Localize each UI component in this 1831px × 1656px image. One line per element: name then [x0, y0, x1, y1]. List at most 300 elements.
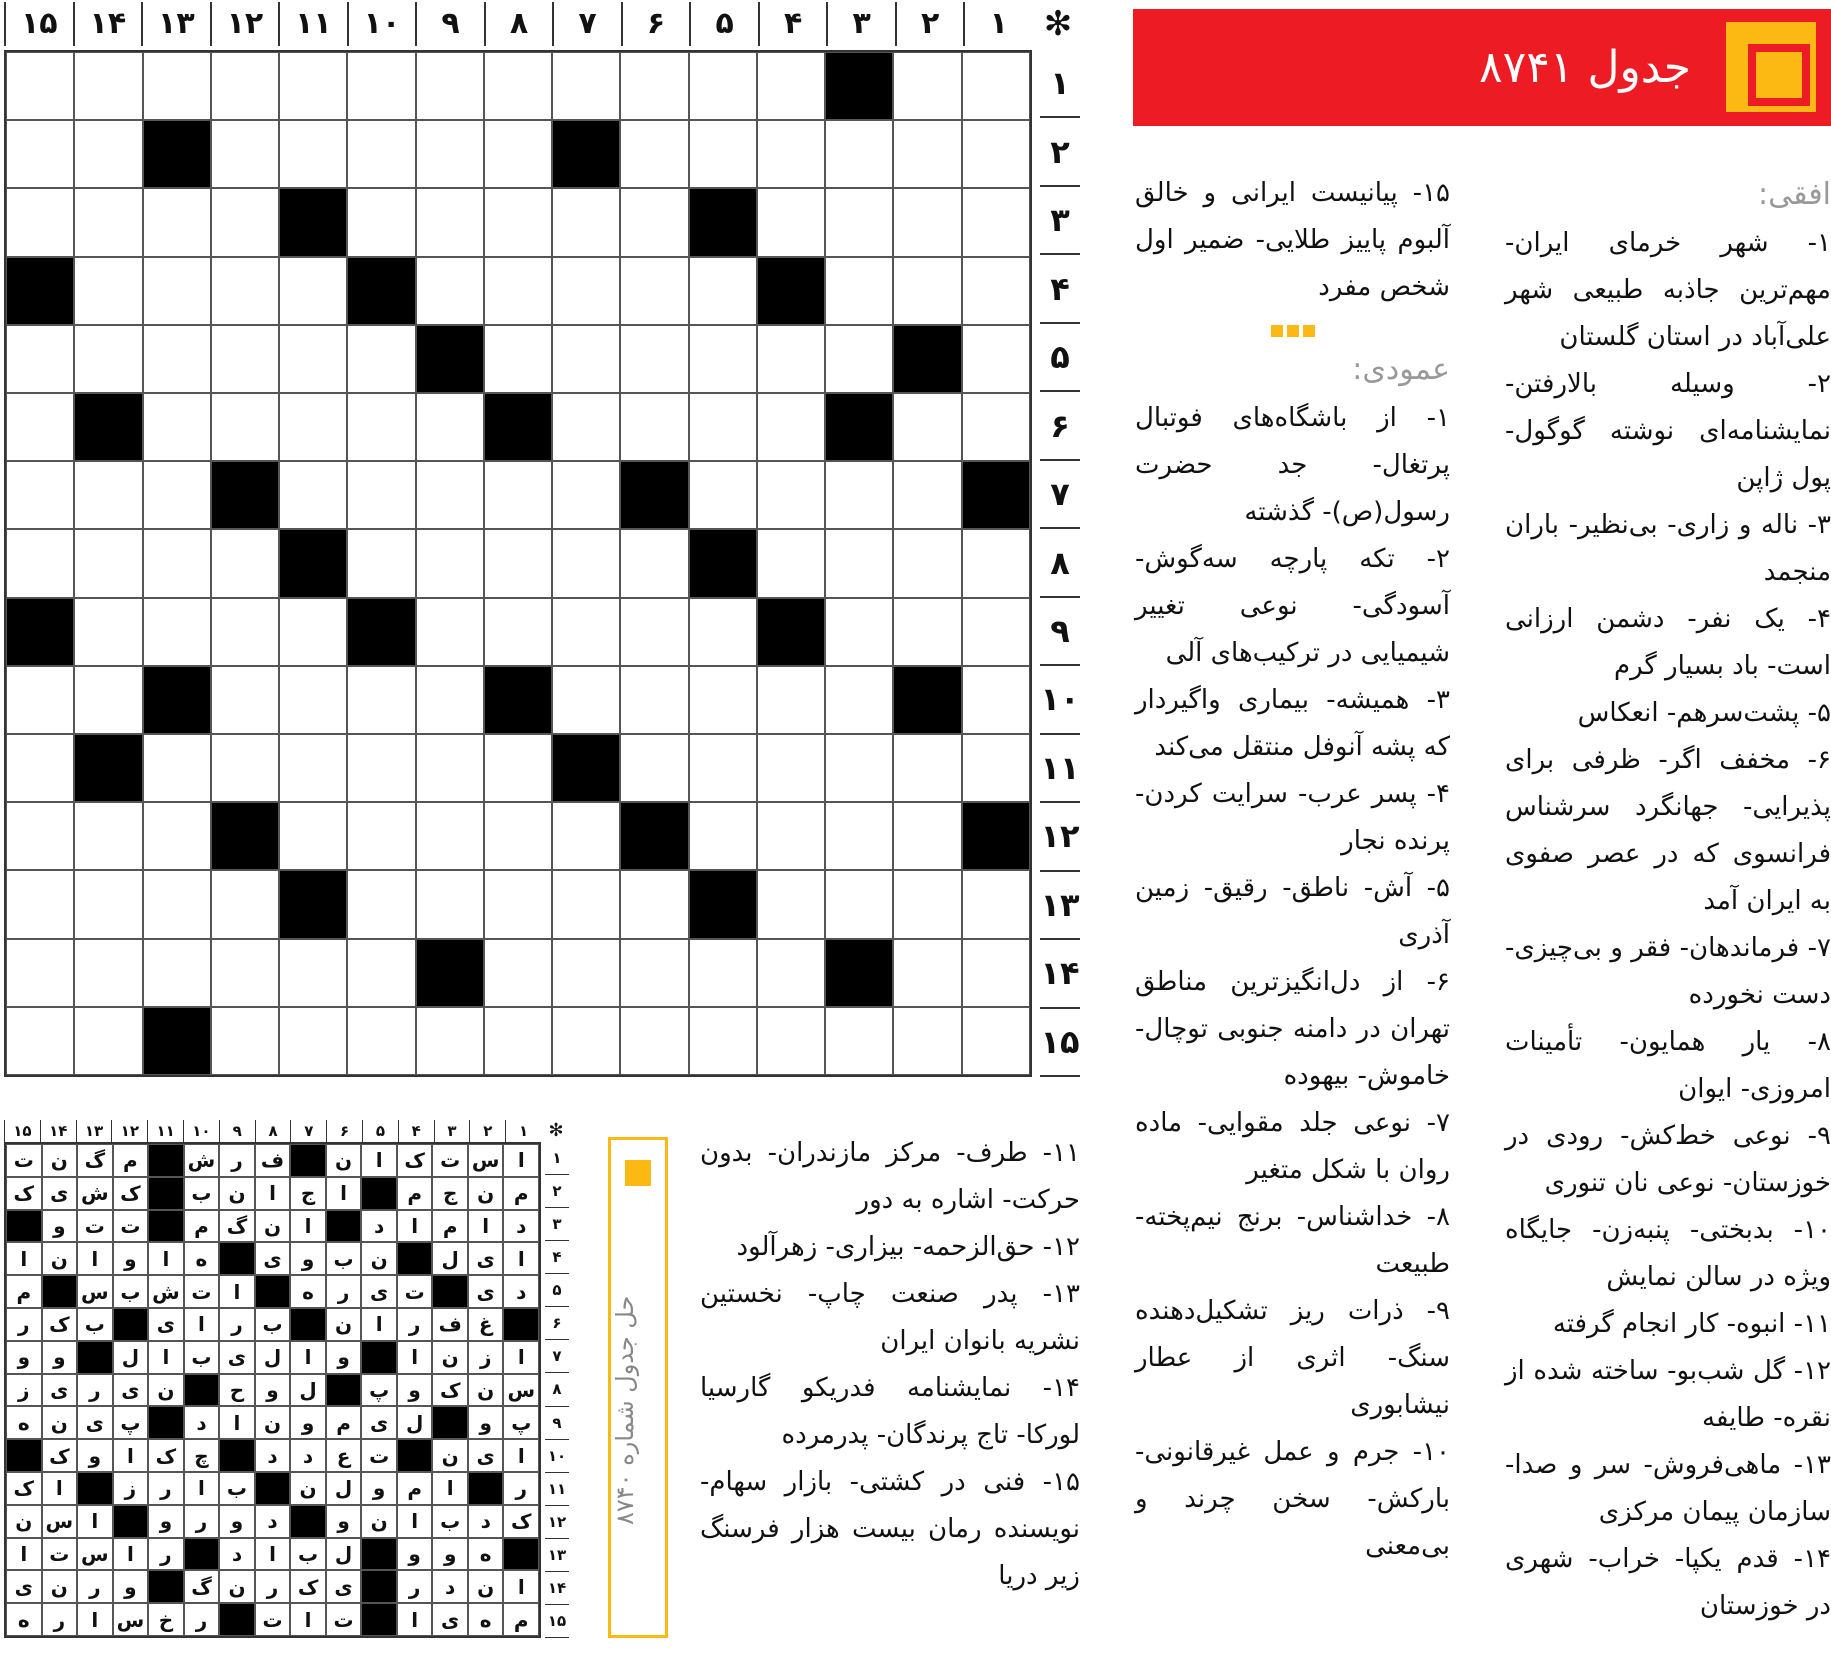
solution-cell: ی — [255, 1242, 291, 1275]
solution-cell: ر — [255, 1570, 291, 1603]
grid-cell[interactable] — [416, 188, 484, 256]
solution-row-number: ۱۲ — [545, 1506, 569, 1539]
row-number: ۳ — [1040, 187, 1080, 255]
vertical-clue: ۲- تکه پارچه سه‌گوش- آسودگی- نوعی تغییر شیمیایی در ترکیب‌های آلی — [1135, 544, 1450, 668]
grid-cell[interactable] — [689, 52, 757, 120]
row-number: ۱۵ — [1040, 1009, 1080, 1077]
grid-cell[interactable] — [484, 802, 552, 870]
grid-cell[interactable] — [143, 598, 211, 666]
grid-cell[interactable] — [825, 802, 893, 870]
grid-cell[interactable] — [757, 802, 825, 870]
grid-cell[interactable] — [825, 1007, 893, 1075]
solution-cell: ی — [468, 1439, 504, 1472]
grid-cell[interactable] — [416, 598, 484, 666]
solution-cell: و — [397, 1374, 433, 1407]
solution-cell: ل — [255, 1341, 291, 1374]
row-number: ۱۱ — [1040, 735, 1080, 803]
grid-cell[interactable] — [484, 529, 552, 597]
grid-cell[interactable] — [962, 188, 1030, 256]
grid-cell[interactable] — [893, 257, 961, 325]
grid-cell[interactable] — [416, 1007, 484, 1075]
grid-cell[interactable] — [552, 257, 620, 325]
row-number: ۲ — [1040, 118, 1080, 186]
grid-cell[interactable] — [689, 120, 757, 188]
solution-cell: ت — [77, 1210, 113, 1243]
grid-cell[interactable] — [347, 666, 415, 734]
grid-cell[interactable] — [347, 188, 415, 256]
solution-cell: و — [326, 1341, 362, 1374]
grid-cell[interactable] — [552, 461, 620, 529]
grid-cell[interactable] — [825, 666, 893, 734]
grid-cell[interactable] — [484, 939, 552, 1007]
grid-cell[interactable] — [962, 325, 1030, 393]
grid-cell[interactable] — [893, 461, 961, 529]
black-cell — [143, 120, 211, 188]
grid-cell[interactable] — [962, 1007, 1030, 1075]
solution-cell: ب — [290, 1538, 326, 1571]
solution-cell: ت — [113, 1210, 149, 1243]
grid-cell[interactable] — [211, 734, 279, 802]
grid-cell[interactable] — [484, 734, 552, 802]
grid-cell[interactable] — [211, 870, 279, 938]
black-cell — [347, 257, 415, 325]
grid-cell[interactable] — [825, 120, 893, 188]
grid-cell[interactable] — [620, 598, 688, 666]
grid-cell[interactable] — [211, 529, 279, 597]
solution-cell: م — [6, 1275, 42, 1308]
grid-cell[interactable] — [143, 257, 211, 325]
vertical-clue: ۸- خداشناس- برنج نیم‌پخته- طبیعت — [1135, 1202, 1450, 1279]
solution-cell: ب — [184, 1341, 220, 1374]
grid-cell[interactable] — [143, 734, 211, 802]
grid-cell[interactable] — [143, 52, 211, 120]
grid-cell[interactable] — [6, 188, 74, 256]
solution-cell: ا — [219, 1406, 255, 1439]
grid-cell[interactable] — [893, 120, 961, 188]
solution-cell: ف — [255, 1144, 291, 1177]
grid-cell[interactable] — [484, 461, 552, 529]
grid-cell[interactable] — [347, 802, 415, 870]
solution-black-cell — [148, 1570, 184, 1603]
grid-cell[interactable] — [347, 120, 415, 188]
grid-cell[interactable] — [689, 939, 757, 1007]
grid-cell[interactable] — [211, 188, 279, 256]
grid-cell[interactable] — [347, 529, 415, 597]
grid-cell[interactable] — [74, 120, 142, 188]
grid-cell[interactable] — [211, 1007, 279, 1075]
solution-cell: ی — [361, 1275, 397, 1308]
solution-cell: ل — [397, 1406, 433, 1439]
grid-cell[interactable] — [757, 393, 825, 461]
grid-cell[interactable] — [74, 529, 142, 597]
grid-cell[interactable] — [211, 257, 279, 325]
grid-cell[interactable] — [552, 666, 620, 734]
grid-cell[interactable] — [74, 666, 142, 734]
grid-cell[interactable] — [484, 1007, 552, 1075]
grid-cell[interactable] — [689, 393, 757, 461]
grid-cell[interactable] — [347, 939, 415, 1007]
solution-cell: ا — [290, 1341, 326, 1374]
grid-cell[interactable] — [211, 120, 279, 188]
grid-cell[interactable] — [962, 257, 1030, 325]
grid-cell[interactable] — [484, 52, 552, 120]
grid-cell[interactable] — [620, 666, 688, 734]
grid-cell[interactable] — [6, 52, 74, 120]
grid-cell[interactable] — [143, 393, 211, 461]
grid-cell[interactable] — [620, 529, 688, 597]
grid-cell[interactable] — [279, 666, 347, 734]
solution-cell: ا — [432, 1472, 468, 1505]
grid-cell[interactable] — [962, 870, 1030, 938]
grid-cell[interactable] — [757, 325, 825, 393]
grid-cell[interactable] — [416, 393, 484, 461]
solution-cell: ن — [432, 1341, 468, 1374]
solution-black-cell — [6, 1439, 42, 1472]
grid-cell[interactable] — [6, 802, 74, 870]
grid-cell[interactable] — [484, 870, 552, 938]
grid-cell[interactable] — [211, 52, 279, 120]
grid-cell[interactable] — [347, 870, 415, 938]
grid-cell[interactable] — [484, 325, 552, 393]
grid-cell[interactable] — [893, 52, 961, 120]
grid-cell[interactable] — [757, 939, 825, 1007]
grid-cell[interactable] — [689, 666, 757, 734]
grid-cell[interactable] — [689, 325, 757, 393]
grid-cell[interactable] — [211, 666, 279, 734]
grid-cell[interactable] — [347, 393, 415, 461]
column-number: ۶ — [621, 2, 690, 46]
solution-cell: چ — [184, 1439, 220, 1472]
grid-cell[interactable] — [689, 461, 757, 529]
grid-cell[interactable] — [825, 870, 893, 938]
grid-cell[interactable] — [620, 257, 688, 325]
grid-cell[interactable] — [347, 734, 415, 802]
grid-cell[interactable] — [689, 734, 757, 802]
solution-black-cell — [255, 1472, 291, 1505]
grid-cell[interactable] — [416, 802, 484, 870]
grid-cell[interactable] — [962, 52, 1030, 120]
solution-column-number: ۳ — [434, 1120, 470, 1142]
grid-cell[interactable] — [552, 802, 620, 870]
solution-cell: ن — [255, 1210, 291, 1243]
horizontal-clue: ۱۱- انبوه- کار انجام گرفته — [1552, 1309, 1831, 1339]
solution-cell: ی — [42, 1374, 78, 1407]
grid-cell[interactable] — [757, 188, 825, 256]
grid-cell[interactable] — [279, 257, 347, 325]
solution-black-cell — [361, 1570, 397, 1603]
grid-cell[interactable] — [6, 529, 74, 597]
solution-cell: ی — [148, 1308, 184, 1341]
grid-cell[interactable] — [757, 1007, 825, 1075]
grid-cell[interactable] — [416, 120, 484, 188]
black-cell — [620, 802, 688, 870]
grid-cell[interactable] — [825, 461, 893, 529]
solution-cell: و — [219, 1505, 255, 1538]
grid-cell[interactable] — [6, 666, 74, 734]
grid-cell[interactable] — [825, 257, 893, 325]
grid-cell[interactable] — [620, 188, 688, 256]
grid-cell[interactable] — [74, 1007, 142, 1075]
solution-cell: ل — [326, 1472, 362, 1505]
black-cell — [416, 939, 484, 1007]
solution-cell: ا — [77, 1242, 113, 1275]
solution-cell: ن — [361, 1505, 397, 1538]
grid-cell[interactable] — [552, 1007, 620, 1075]
column-number: ۵ — [689, 2, 758, 46]
grid-cell[interactable] — [689, 802, 757, 870]
grid-cell[interactable] — [689, 598, 757, 666]
grid-cell[interactable] — [279, 1007, 347, 1075]
grid-cell[interactable] — [143, 325, 211, 393]
grid-cell[interactable] — [279, 325, 347, 393]
solution-cell: م — [326, 1406, 362, 1439]
black-cell — [689, 529, 757, 597]
grid-cell[interactable] — [211, 598, 279, 666]
grid-cell[interactable] — [757, 120, 825, 188]
grid-cell[interactable] — [825, 325, 893, 393]
grid-cell[interactable] — [893, 939, 961, 1007]
grid-cell[interactable] — [962, 120, 1030, 188]
grid-cell[interactable] — [416, 734, 484, 802]
grid-cell[interactable] — [893, 393, 961, 461]
grid-cell[interactable] — [416, 461, 484, 529]
grid-cell[interactable] — [620, 52, 688, 120]
solution-cell: س — [42, 1505, 78, 1538]
grid-cell[interactable] — [484, 257, 552, 325]
grid-cell[interactable] — [143, 939, 211, 1007]
horizontal-clue: ۱۵- پیانیست ایرانی و خالق آلبوم پاییز طلایی- ضمیر اول شخص مفرد — [1135, 178, 1450, 302]
solution-cell: ر — [326, 1275, 362, 1308]
vertical-clue: ۱۲- حق‌الزحمه- بیزاری- زهرآلود — [736, 1232, 1080, 1262]
grid-cell[interactable] — [279, 734, 347, 802]
solution-cell: ن — [361, 1242, 397, 1275]
grid-cell[interactable] — [416, 529, 484, 597]
solution-row-number: ۵ — [545, 1274, 569, 1307]
grid-cell[interactable] — [620, 1007, 688, 1075]
solution-cell: م — [432, 1210, 468, 1243]
solution-cell: گ — [219, 1210, 255, 1243]
grid-cell[interactable] — [552, 393, 620, 461]
grid-cell[interactable] — [74, 870, 142, 938]
solution-black-cell — [148, 1210, 184, 1243]
grid-cell[interactable] — [552, 870, 620, 938]
grid-cell[interactable] — [962, 666, 1030, 734]
solution-cell: ش — [184, 1144, 220, 1177]
solution-cell: ن — [42, 1242, 78, 1275]
grid-cell[interactable] — [825, 734, 893, 802]
solution-black-cell — [184, 1538, 220, 1571]
grid-cell[interactable] — [347, 1007, 415, 1075]
solution-cell: ج — [290, 1177, 326, 1210]
column-number: ۷ — [552, 2, 621, 46]
grid-cell[interactable] — [74, 939, 142, 1007]
solution-cell: ک — [397, 1144, 433, 1177]
grid-cell[interactable] — [6, 325, 74, 393]
grid-cell[interactable] — [279, 52, 347, 120]
grid-cell[interactable] — [74, 52, 142, 120]
black-cell — [552, 120, 620, 188]
grid-cell[interactable] — [552, 325, 620, 393]
grid-cell[interactable] — [279, 939, 347, 1007]
solution-black-cell — [361, 1603, 397, 1636]
grid-cell[interactable] — [962, 529, 1030, 597]
grid-cell[interactable] — [74, 325, 142, 393]
solution-cell: ب — [255, 1308, 291, 1341]
solution-black-cell — [42, 1275, 78, 1308]
solution-cell: ر — [77, 1374, 113, 1407]
grid-cell[interactable] — [893, 734, 961, 802]
black-cell — [279, 529, 347, 597]
grid-cell[interactable] — [279, 393, 347, 461]
solution-cell: م — [113, 1144, 149, 1177]
grid-cell[interactable] — [6, 120, 74, 188]
solution-row-numbers — [545, 1142, 569, 1638]
grid-cell[interactable] — [962, 598, 1030, 666]
solution-cell: د — [503, 1210, 539, 1243]
solution-cell: و — [113, 1570, 149, 1603]
grid-cell[interactable] — [962, 939, 1030, 1007]
grid-cell[interactable] — [757, 666, 825, 734]
solution-cell: ه — [6, 1406, 42, 1439]
grid-cell[interactable] — [74, 802, 142, 870]
solution-row-number: ۱ — [545, 1142, 569, 1175]
solution-cell: ن — [468, 1570, 504, 1603]
grid-cell[interactable] — [757, 734, 825, 802]
solution-cell: ر — [148, 1472, 184, 1505]
solution-black-cell — [219, 1603, 255, 1636]
solution-row-number: ۸ — [545, 1373, 569, 1406]
grid-cell[interactable] — [620, 939, 688, 1007]
solution-row-number: ۲ — [545, 1175, 569, 1208]
grid-cell[interactable] — [279, 461, 347, 529]
grid-cell[interactable] — [893, 870, 961, 938]
solution-cell: ا — [77, 1505, 113, 1538]
grid-cell[interactable] — [757, 52, 825, 120]
solution-cell: ا — [326, 1177, 362, 1210]
grid-cell[interactable] — [211, 325, 279, 393]
grid-cell[interactable] — [143, 461, 211, 529]
solution-cell: د — [184, 1406, 220, 1439]
grid-cell[interactable] — [825, 529, 893, 597]
black-cell — [347, 598, 415, 666]
solution-cell: ن — [326, 1144, 362, 1177]
grid-cell[interactable] — [6, 1007, 74, 1075]
grid-cell[interactable] — [552, 188, 620, 256]
grid-cell[interactable] — [552, 52, 620, 120]
solution-cell: ل — [432, 1242, 468, 1275]
solution-black-cell — [148, 1177, 184, 1210]
grid-cell[interactable] — [6, 939, 74, 1007]
grid-cell[interactable] — [74, 461, 142, 529]
solution-cell: ر — [77, 1570, 113, 1603]
grid-cell[interactable] — [6, 461, 74, 529]
grid-cell[interactable] — [552, 529, 620, 597]
grid-cell[interactable] — [893, 802, 961, 870]
solution-cell: پ — [361, 1374, 397, 1407]
grid-cell[interactable] — [552, 939, 620, 1007]
solution-cell: و — [77, 1439, 113, 1472]
grid-cell[interactable] — [416, 870, 484, 938]
solution-cell: و — [255, 1374, 291, 1407]
solution-column-number: ۱۲ — [111, 1120, 147, 1142]
horizontal-clue: ۵- پشت‌سرهم- انعکاس — [1577, 698, 1831, 728]
grid-cell[interactable] — [74, 598, 142, 666]
column-number: ۱۵ — [4, 2, 73, 46]
grid-cell[interactable] — [347, 461, 415, 529]
grid-cell[interactable] — [962, 393, 1030, 461]
grid-cell[interactable] — [74, 257, 142, 325]
grid-cell[interactable] — [347, 52, 415, 120]
grid-cell[interactable] — [143, 529, 211, 597]
grid-cell[interactable] — [620, 734, 688, 802]
solution-row-number: ۹ — [545, 1407, 569, 1440]
solution-row-number: ۴ — [545, 1241, 569, 1274]
grid-cell[interactable] — [893, 598, 961, 666]
grid-cell[interactable] — [689, 257, 757, 325]
grid-cell[interactable] — [416, 666, 484, 734]
solution-cell: گ — [184, 1570, 220, 1603]
grid-cell[interactable] — [74, 188, 142, 256]
grid-cell[interactable] — [620, 325, 688, 393]
grid-cell[interactable] — [620, 393, 688, 461]
solution-cell: ا — [6, 1538, 42, 1571]
solution-cell: ت — [432, 1144, 468, 1177]
black-cell — [893, 666, 961, 734]
grid-cell[interactable] — [962, 734, 1030, 802]
solution-cell: ن — [219, 1177, 255, 1210]
grid-cell[interactable] — [620, 120, 688, 188]
grid-cell[interactable] — [6, 734, 74, 802]
grid-cell[interactable] — [143, 188, 211, 256]
grid-cell[interactable] — [279, 120, 347, 188]
solution-cell: ک — [42, 1439, 78, 1472]
grid-cell[interactable] — [757, 870, 825, 938]
row-number: ۸ — [1040, 529, 1080, 597]
grid-cell[interactable] — [825, 188, 893, 256]
solution-label: حل جدول شماره ۸۷۴۰ — [611, 1295, 639, 1525]
grid-cell[interactable] — [484, 598, 552, 666]
crossword-grid[interactable] — [4, 50, 1032, 1077]
grid-cell[interactable] — [825, 598, 893, 666]
grid-cell[interactable] — [757, 529, 825, 597]
grid-cell[interactable] — [6, 870, 74, 938]
grid-cell[interactable] — [347, 325, 415, 393]
solution-cell: ک — [42, 1308, 78, 1341]
grid-cell[interactable] — [484, 188, 552, 256]
grid-cell[interactable] — [211, 393, 279, 461]
grid-cell[interactable] — [552, 598, 620, 666]
grid-cell[interactable] — [143, 802, 211, 870]
grid-cell[interactable] — [279, 802, 347, 870]
solution-column-number: ۱۱ — [147, 1120, 183, 1142]
grid-cell[interactable] — [6, 393, 74, 461]
grid-cell[interactable] — [620, 870, 688, 938]
grid-cell[interactable] — [893, 529, 961, 597]
grid-cell[interactable] — [211, 939, 279, 1007]
grid-cell[interactable] — [893, 188, 961, 256]
solution-black-cell — [148, 1406, 184, 1439]
grid-cell[interactable] — [689, 1007, 757, 1075]
grid-cell[interactable] — [143, 870, 211, 938]
solution-row-number: ۷ — [545, 1340, 569, 1373]
grid-cell[interactable] — [416, 52, 484, 120]
grid-cell[interactable] — [757, 461, 825, 529]
grid-cell[interactable] — [893, 1007, 961, 1075]
grid-cell[interactable] — [416, 257, 484, 325]
grid-cell[interactable] — [484, 120, 552, 188]
grid-cell[interactable] — [279, 598, 347, 666]
solution-cell: و — [432, 1538, 468, 1571]
